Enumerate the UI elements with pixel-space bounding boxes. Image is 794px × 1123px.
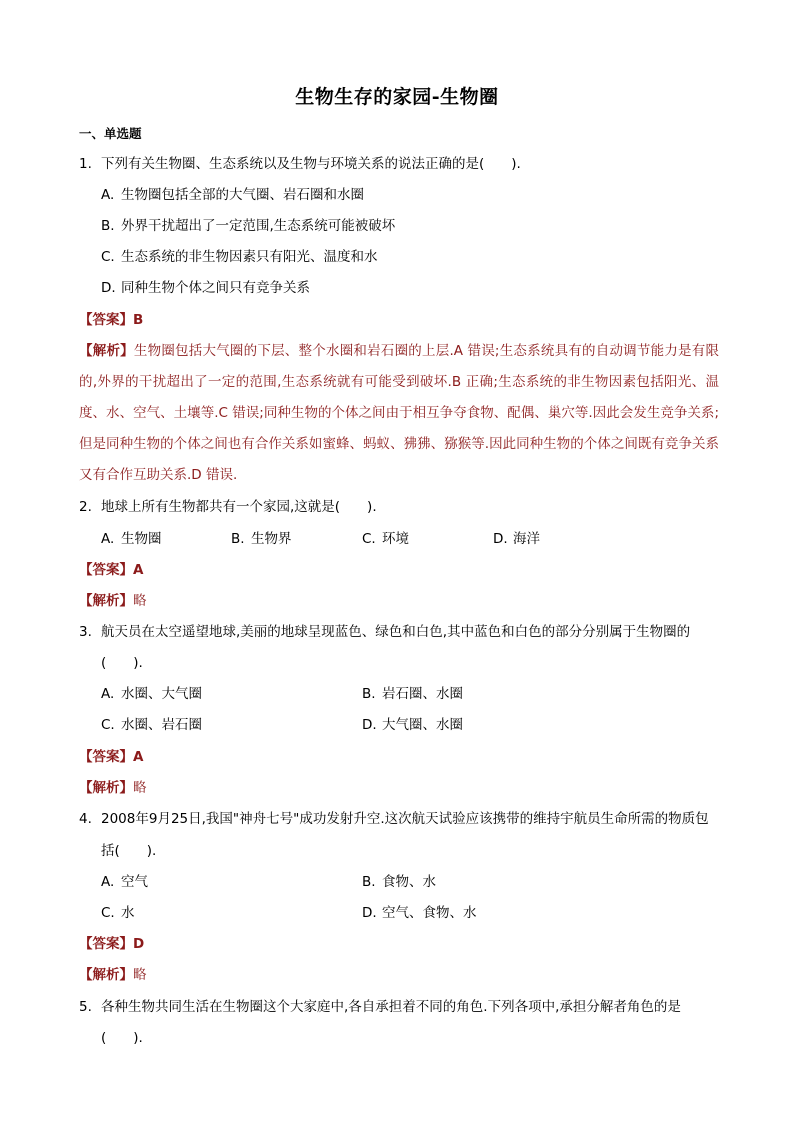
option-letter: D.	[362, 905, 377, 921]
option-letter: D.	[101, 280, 116, 296]
question-stem: 航天员在太空遥望地球,美丽的地球呈现蓝色、绿色和白色,其中蓝色和白色的部分分别属于生物圈的	[101, 624, 691, 640]
option-d	[101, 278, 310, 298]
answer-label: 【答案】	[79, 562, 133, 578]
answer-line	[79, 934, 144, 954]
option-d	[362, 903, 477, 923]
option-letter: A.	[101, 187, 115, 203]
question-stem: 2008年9月25日,我国"神舟七号"成功发射升空.这次航天试验应该携带的维持宇航员生命所需的物质包	[101, 811, 709, 827]
question-number: 1.	[79, 156, 92, 172]
option-text: 外界干扰超出了一定范围,生态系统可能被破坏	[121, 218, 396, 234]
analysis-label: 【解析】	[79, 780, 133, 796]
section-heading: 一、单选题	[79, 126, 142, 141]
answer-line	[79, 560, 143, 580]
option-a	[101, 185, 364, 205]
answer-label: 【答案】	[79, 936, 133, 952]
answer-value: B	[133, 312, 144, 328]
option-text: 水	[121, 905, 135, 921]
question-stem: 下列有关生物圈、生态系统以及生物与环境关系的说法正确的是( ).	[101, 156, 521, 172]
analysis-text: 略	[133, 593, 147, 609]
option-text: 水圈、岩石圈	[121, 717, 202, 733]
answer-value: A	[133, 562, 144, 578]
analysis-line	[79, 778, 147, 798]
question-stem-continued: ( ).	[101, 655, 143, 671]
option-d	[362, 715, 463, 735]
option-text: 食物、水	[382, 874, 436, 890]
option-text: 环境	[382, 531, 409, 547]
option-text: 生物圈包括全部的大气圈、岩石圈和水圈	[121, 187, 364, 203]
option-text: 空气、食物、水	[382, 905, 477, 921]
question-stem: 地球上所有生物都共有一个家园,这就是( ).	[101, 499, 377, 515]
answer-line	[79, 747, 143, 767]
analysis-line	[79, 591, 147, 611]
option-letter: C.	[101, 249, 115, 265]
question-number: 2.	[79, 499, 92, 515]
option-text: 海洋	[513, 531, 540, 547]
option-b	[362, 872, 436, 892]
option-letter: B.	[362, 686, 376, 702]
option-c	[101, 715, 202, 735]
answer-label: 【答案】	[79, 312, 133, 328]
option-letter: A.	[101, 686, 115, 702]
option-b	[231, 529, 292, 549]
question-stem-continued: 括( ).	[101, 843, 157, 859]
option-c	[101, 247, 378, 267]
option-text: 水圈、大气圈	[121, 686, 202, 702]
option-letter: B.	[231, 531, 245, 547]
option-a	[101, 529, 162, 549]
option-text: 生物圈	[121, 531, 162, 547]
option-text: 同种生物个体之间只有竞争关系	[121, 280, 310, 296]
option-text: 空气	[121, 874, 148, 890]
option-letter: D.	[493, 531, 508, 547]
option-letter: B.	[362, 874, 376, 890]
analysis-text: 略	[133, 967, 147, 983]
analysis-text: 略	[133, 780, 147, 796]
option-b	[362, 684, 463, 704]
option-letter: A.	[101, 531, 115, 547]
analysis-text: 生物圈包括大气圈的下层、整个水圈和岩石圈的上层.A 错误;生态系统具有的自动调节能力是有限的,外界的干扰超出了一定的范围,生态系统就有可能受到破坏.B 正确;生态系统的非生物因素包括阳光、温度、水、空气、土壤等.C 错误;同种生物的个体之间由于相互争夺食物、配偶、巢穴等.因此会发生竞争关系;但是同种生物的个体之间也有合作关系如蜜蜂、蚂蚁、狒狒、猕猴等.因此同种生物的个体之间既有竞争关系又有合作互助关系.D 错误.	[79, 343, 719, 483]
option-letter: D.	[362, 717, 377, 733]
answer-value: D	[133, 936, 145, 952]
analysis-label: 【解析】	[79, 593, 133, 609]
option-a	[101, 684, 202, 704]
answer-line	[79, 310, 143, 330]
question-number: 4.	[79, 811, 92, 827]
analysis-line	[79, 965, 147, 985]
answer-value: A	[133, 749, 144, 765]
option-letter: B.	[101, 218, 115, 234]
option-text: 岩石圈、水圈	[382, 686, 463, 702]
option-letter: C.	[101, 717, 115, 733]
option-b	[101, 216, 395, 236]
option-text: 生物界	[251, 531, 292, 547]
option-a	[101, 872, 148, 892]
question-number: 3.	[79, 624, 92, 640]
option-c	[101, 903, 135, 923]
question-number: 5.	[79, 999, 92, 1015]
answer-label: 【答案】	[79, 749, 133, 765]
question-stem: 各种生物共同生活在生物圈这个大家庭中,各自承担着不同的角色.下列各项中,承担分解者角色的是	[101, 999, 681, 1015]
analysis-label: 【解析】	[79, 343, 134, 359]
option-letter: A.	[101, 874, 115, 890]
option-text: 大气圈、水圈	[382, 717, 463, 733]
option-letter: C.	[362, 531, 376, 547]
page-title: 生物生存的家园-生物圈	[295, 86, 499, 108]
analysis-block	[79, 336, 719, 491]
option-text: 生态系统的非生物因素只有阳光、温度和水	[121, 249, 378, 265]
option-letter: C.	[101, 905, 115, 921]
question-stem-continued: ( ).	[101, 1030, 143, 1046]
analysis-label: 【解析】	[79, 967, 133, 983]
option-c	[362, 529, 409, 549]
option-d	[493, 529, 540, 549]
